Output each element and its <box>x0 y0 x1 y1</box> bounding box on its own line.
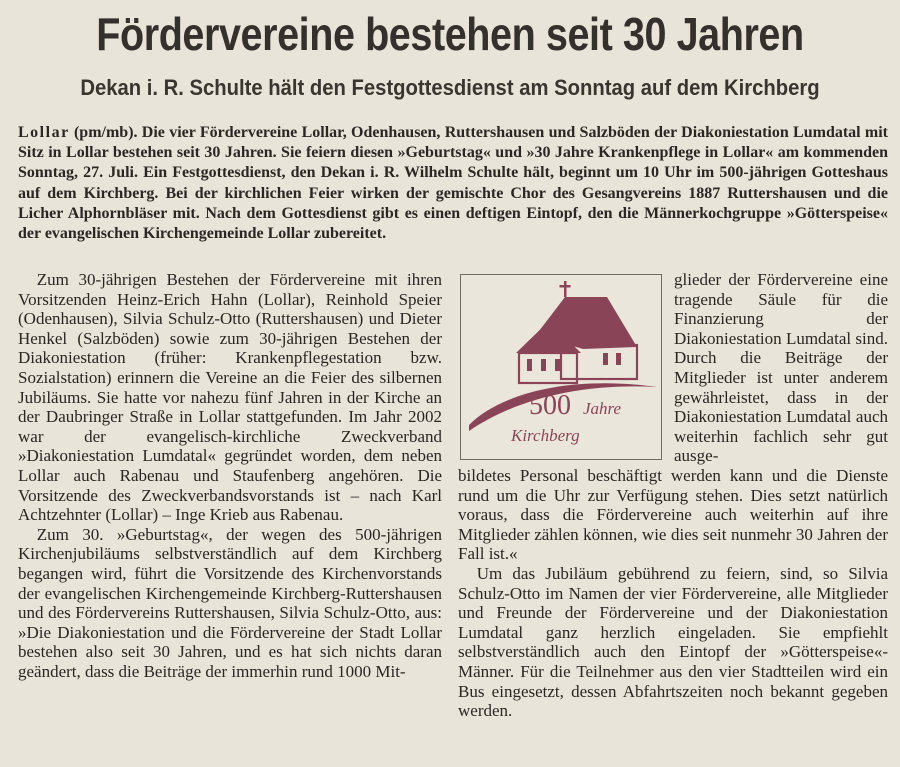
logo-place: Kirchberg <box>511 426 580 445</box>
body-paragraph-5: Um das Jubiläum gebührend zu feiern, sind, so Silvia Schulz-Otto im Namen der vier Fördervereine, alle Mitglieder und Freunde der Fördervereine und der Diakoniestation Lumdatal ganz herzlich eingeladen. Sie empfiehlt selbstverständlich auch den Eintopf der »Götterspeise«-Männer. Für die Teilnehmer aus den vier Stadtteilen wird ein Bus eingesetzt, dessen Abfahrtszeiten noch bekannt gegeben werden. <box>458 563 888 721</box>
left-column <box>18 270 442 681</box>
body-paragraph-3: glieder der Fördervereine eine tragende Säule für die Finanzierung der Diakoniestation Lumdatal sind. Durch die Beiträge der Mitglieder ist unter anderem gewährleistet, dass in der Diakoniestation Lumdatal auch weiterhin fachlich sehr gut ausge- <box>674 270 888 466</box>
logo-number: 500 <box>529 390 571 421</box>
right-column-top <box>674 270 888 466</box>
headline: Fördervereine bestehen seit 30 Jahren <box>96 8 804 60</box>
logo-word: Jahre <box>583 399 622 418</box>
right-column-bottom <box>458 466 888 721</box>
lead-paragraph <box>18 123 888 244</box>
lead-text: (pm/mb). Die vier Fördervereine Lollar, Odenhausen, Ruttershausen und Salzböden der Diakoniestation Lumdatal mit Sitz in Lollar bestehen seit 30 Jahren. Sie feiern diesen »Geburtstag« und »30 Jahre Krankenpflege in Lollar« am kommenden Sonntag, 27. Juli. Ein Festgottesdienst, den Dekan i. R. Wilhelm Schulte hält, beginnt um 10 Uhr im 500-jährigen Gotteshaus auf dem Kirchberg. Bei der kirchlichen Feier wirken der gemischte Chor des Gesangvereins 1887 Ruttershausen und die Licher Alphornbläser mit. Nach dem Gottesdienst gibt es einen deftigen Eintopf, den die Männerkochgruppe »Götterspeise« der evangelischen Kirchengemeinde Lollar zubereitet. <box>18 124 889 243</box>
lead-place: Lollar <box>18 124 70 141</box>
body-paragraph-2: Zum 30. »Geburtstag«, der wegen des 500-jährigen Kirchenjubiläums selbstverständlich auf dem Kirchberg begangen wird, führt die Vorsitzende des Kirchenvorstands der evangelischen Kirchengemeinde Kirchberg-Ruttershausen und des Fördervereins Ruttershausen, Silvia Schulz-Otto, aus: »Die Diakoniestation und die Fördervereine der Stadt Lollar bestehen also seit 30 Jahren, und es hat sich nichts daran geändert, dass die Beiträge der immerhin rund 1000 Mit- <box>18 524 442 681</box>
body-paragraph-1: Zum 30-jährigen Bestehen der Fördervereine mit ihren Vorsitzenden Heinz-Erich Hahn (Lollar), Reinhold Speier (Odenhausen), Silvia Schulz-Otto (Ruttershausen) und Dieter Henkel (Salzböden) sowie zum 30-jährigen Bestehen der Diakoniestation (früher: Krankenpflegestation bzw. Sozialstation) erinnern die Vereine an die Feier des silbernen Jubiläums. Sie hatte vor nahezu fünf Jahren in der Kirche an der Daubringer Straße in Lollar stattgefunden. Im Jahr 2002 war der evangelisch-kirchliche Zweckverband »Diakoniestation Lumdatal« gegründet worden, dem neben Lollar auch Rabenau und Staufenberg angehören. Die Vorsitzende des Zweckverbandsvorstands ist – nach Karl Achtzehnter (Lollar) – Inge Krieb aus Rabenau. <box>18 270 442 525</box>
body-paragraph-4: bildetes Personal beschäftigt werden kann und die Dienste rund um die Uhr zur Verfügung stehen. Dies setzt natürlich voraus, dass die Fördervereine auch weiterhin auf ihre Mitglieder zählen können, wie dies seit nunmehr 30 Jahren der Fall ist.« <box>458 466 888 564</box>
church-hill-logo <box>461 275 661 459</box>
subheadline: Dekan i. R. Schulte hält den Festgottesdienst am Sonntag auf dem Kirchberg <box>80 75 820 100</box>
jubilee-logo <box>460 274 662 460</box>
